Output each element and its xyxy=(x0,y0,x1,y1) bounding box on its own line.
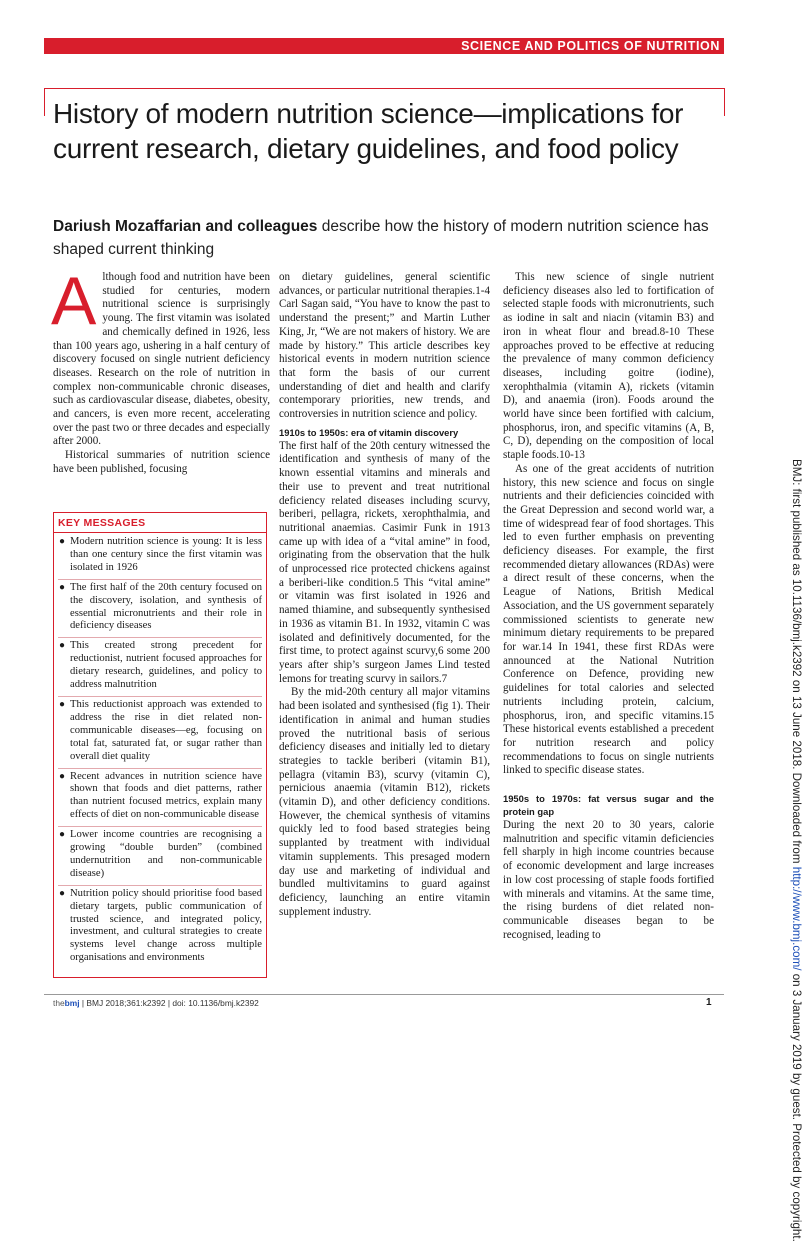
body-paragraph: The first half of the 20th century witnessed the identification and synthesis of many of the known essential vitamins and minerals and their use to prevent and treat nutritional deficiency related diseases including scurvy, beriberi, pellagra, rickets, xerophthalmia, and nutritional anaemias. Casimir Funk in 1913 came up with idea of a “vital amine” in food, originating from the observation that the hulk of unprocessed rice protected chickens against a beriberi-like condition.5 This “vital amine” or vitamin was first isolated in 1926 and named thiamine, and subsequently synthesised in 1936 as vitamin B1. In 1932, vitamin C was isolated and definitively documented, for the first time, to protect against scurvy,6 some 200 years after ship’s surgeon James Lind tested lemons for treating scurvy in sailors.7 xyxy=(279,439,490,685)
key-message-item xyxy=(58,888,262,969)
footer-citation xyxy=(53,998,259,1008)
bullet-icon: ● xyxy=(59,581,66,593)
article-title: History of modern nutrition science—implications for current research, dietary guidelines, and food policy xyxy=(53,98,684,164)
bullet-icon: ● xyxy=(59,640,66,652)
journal-logo-the: the xyxy=(53,998,65,1008)
key-message-text: Nutrition policy should prioritise food based dietary targets, public communication of trusted science, and integrated policy, investment, and cultural strategies to create systems level change across multiple organisations and environments xyxy=(70,887,262,964)
column-3 xyxy=(503,271,714,942)
standfirst-authors: Dariush Mozaffarian and colleagues xyxy=(53,218,318,235)
key-messages-title: KEY MESSAGES xyxy=(58,517,146,529)
page-number: 1 xyxy=(706,997,712,1008)
bullet-icon: ● xyxy=(59,829,66,841)
key-message-item xyxy=(58,771,262,828)
key-message-item xyxy=(58,829,262,886)
key-message-text: Lower income countries are recognising a growing “double burden” (combined undernutrition and non-communicable disease) xyxy=(70,829,262,879)
key-messages-box xyxy=(53,512,267,978)
key-message-text: Modern nutrition science is young: It is less than one century since the first vitamin was isolated in 1926 xyxy=(70,536,262,573)
body-paragraph: As one of the great accidents of nutrition history, this new science and focus on single nutrients and their deficiencies coincided with the Great Depression and second world war, a time of widespread fear of food shortages. This led to even further emphasis on preventing deficiency diseases. For example, the first recommended dietary allowances (RDAs) were a direct result of these concerns, when the League of Nations, British Medical Association, and the US government separately commissioned scientists to generate new minimum dietary requirements to be prepared for war.14 In 1941, these first RDAs were announced at the National Nutrition Conference on Defence, providing new guidelines for total calories and selected nutrients including protein, calcium, phosphorus, iron, and specific vitamins.15 These historical events established a precedent for nutrition research and policy recommendations to focus on single nutrients linked to specific disease states. xyxy=(503,462,714,777)
column-1 xyxy=(51,263,270,477)
body-paragraph: This new science of single nutrient deficiency diseases also led to fortification of selected staple foods with micronutrients, such as iodine in salt and niacin (vitamin B3) and iron in wheat flour and bread.8-10 These approaches proved to be effective at reducing the prevalence of many common deficiency diseases, including goitre (iodine), xerophthalmia (vitamin A), rickets (vitamin D), and anaemia (iron). Foods around the world have since been fortified with calcium, phosphorus, iron, and specific vitamins (A, B, C, D), depending on the composition of local staple foods.10-13 xyxy=(503,271,714,462)
sidenote-text: BMJ: first published as 10.1136/bmj.k2392 on 13 June 2018. Downloaded from xyxy=(790,459,803,867)
bullet-icon: ● xyxy=(59,770,66,782)
key-message-text: The first half of the 20th century focused on the discovery, isolation, and synthesis of essential micronutrients and their role in deficiency diseases xyxy=(70,581,262,632)
body-paragraph: By the mid-20th century all major vitamins had been isolated and synthesised (fig 1). Their identification in animal and human studies proved the nutritional basis of serious deficiency diseases and initially led to dietary strategies to tackle beriberi (vitamin B1), pellagra (vitamin B3), scurvy (vitamin C), pernicious anaemia (vitamin B12), rickets (vitamin D), and other deficiency conditions. However, the chemical synthesis of vitamins quickly led to food based strategies being supplanted by treatment with individual vitamin supplements. This presaged modern day use and marketing of individual and bundled multivitamins to guard against deficiency, launching an entire vitamin supplement industry. xyxy=(279,686,490,918)
title-frame-left xyxy=(44,88,45,116)
bullet-icon: ● xyxy=(59,698,66,710)
section-subheading: 1910s to 1950s: era of vitamin discovery xyxy=(279,426,459,438)
standfirst xyxy=(53,215,713,261)
key-message-item xyxy=(58,640,262,697)
body-paragraph: During the next 20 to 30 years, calorie malnutrition and specific vitamin deficiencies fell sharply in high income countries because of economic development and large increases in low cost processing of staple foods fortified with minerals and vitamins. At the same time, the rising burdens of diet related non-communicable diseases began to be recognised, leading to xyxy=(503,819,714,941)
bullet-icon: ● xyxy=(59,887,66,899)
footer-divider xyxy=(44,994,724,995)
drop-cap: A xyxy=(51,263,97,339)
citation-text: | BMJ 2018;361:k2392 | doi: 10.1136/bmj.k2392 xyxy=(79,998,259,1008)
key-message-text: Recent advances in nutrition science have shown that foods and diet patterns, rather than nutrient focused metrics, explain many effects of diet on non-communicable disease xyxy=(70,770,262,821)
body-paragraph: Historical summaries of nutrition science have been published, focusing xyxy=(53,449,270,475)
key-message-text: This reductionist approach was extended to address the rise in diet related non-communicable diseases—eg, focusing on total fat, saturated fat, or sugar rather than overall diet quality xyxy=(70,698,262,762)
bullet-icon: ● xyxy=(59,536,66,547)
section-subheading: 1950s to 1970s: fat versus sugar and the protein gap xyxy=(503,793,714,818)
title-frame-top xyxy=(44,88,724,89)
divider xyxy=(54,532,266,533)
body-paragraph: on dietary guidelines, general scientific advances, or particular nutritional therapies.1-4 Carl Sagan said, “You have to know the past to understand the present;” and Martin Luther King, Jr, “We are not makers of history. We are made by history.” This article describes key historical events in modern nutrition science that form the basis of our current understanding of diet and health and clarify contemporary priorities, new trends, and controversies in nutrition science and policy. xyxy=(279,271,490,421)
key-message-text: This created strong precedent for reductionist, nutrient focused approaches for dietary research, guidelines, and policy to address malnutrition xyxy=(70,640,262,691)
copyright-sidenote xyxy=(787,459,805,1242)
body-paragraph: lthough food and nutrition have been studied for centuries, modern nutritional science is surprisingly young. The first vitamin was isolated and chemically defined in 1926, less than 100 years ago, ushering in a half century of discovery focused on single nutrient deficiency diseases. Research on the role of nutrition in complex non-communicable chronic diseases, such as cardiovascular disease, diabetes, obesity, and cancers, is even more recent, accelerating over the past two or three decades and especially after 2000. xyxy=(53,271,270,448)
key-messages-list xyxy=(58,536,262,969)
key-message-item xyxy=(58,536,262,580)
bmj-link[interactable]: http://www.bmj.com/ xyxy=(790,866,803,971)
section-banner: SCIENCE AND POLITICS OF NUTRITION xyxy=(44,38,724,54)
journal-logo-bmj: bmj xyxy=(64,998,80,1008)
column-2 xyxy=(279,271,490,919)
title-frame-right xyxy=(724,88,725,116)
standfirst-text: describe how the history of modern nutrition science has shaped current thinking xyxy=(53,218,709,258)
key-message-item xyxy=(58,582,262,639)
sidenote-text: on 3 January 2019 by guest. Protected by copyright. xyxy=(790,970,803,1242)
key-message-item xyxy=(58,699,262,769)
